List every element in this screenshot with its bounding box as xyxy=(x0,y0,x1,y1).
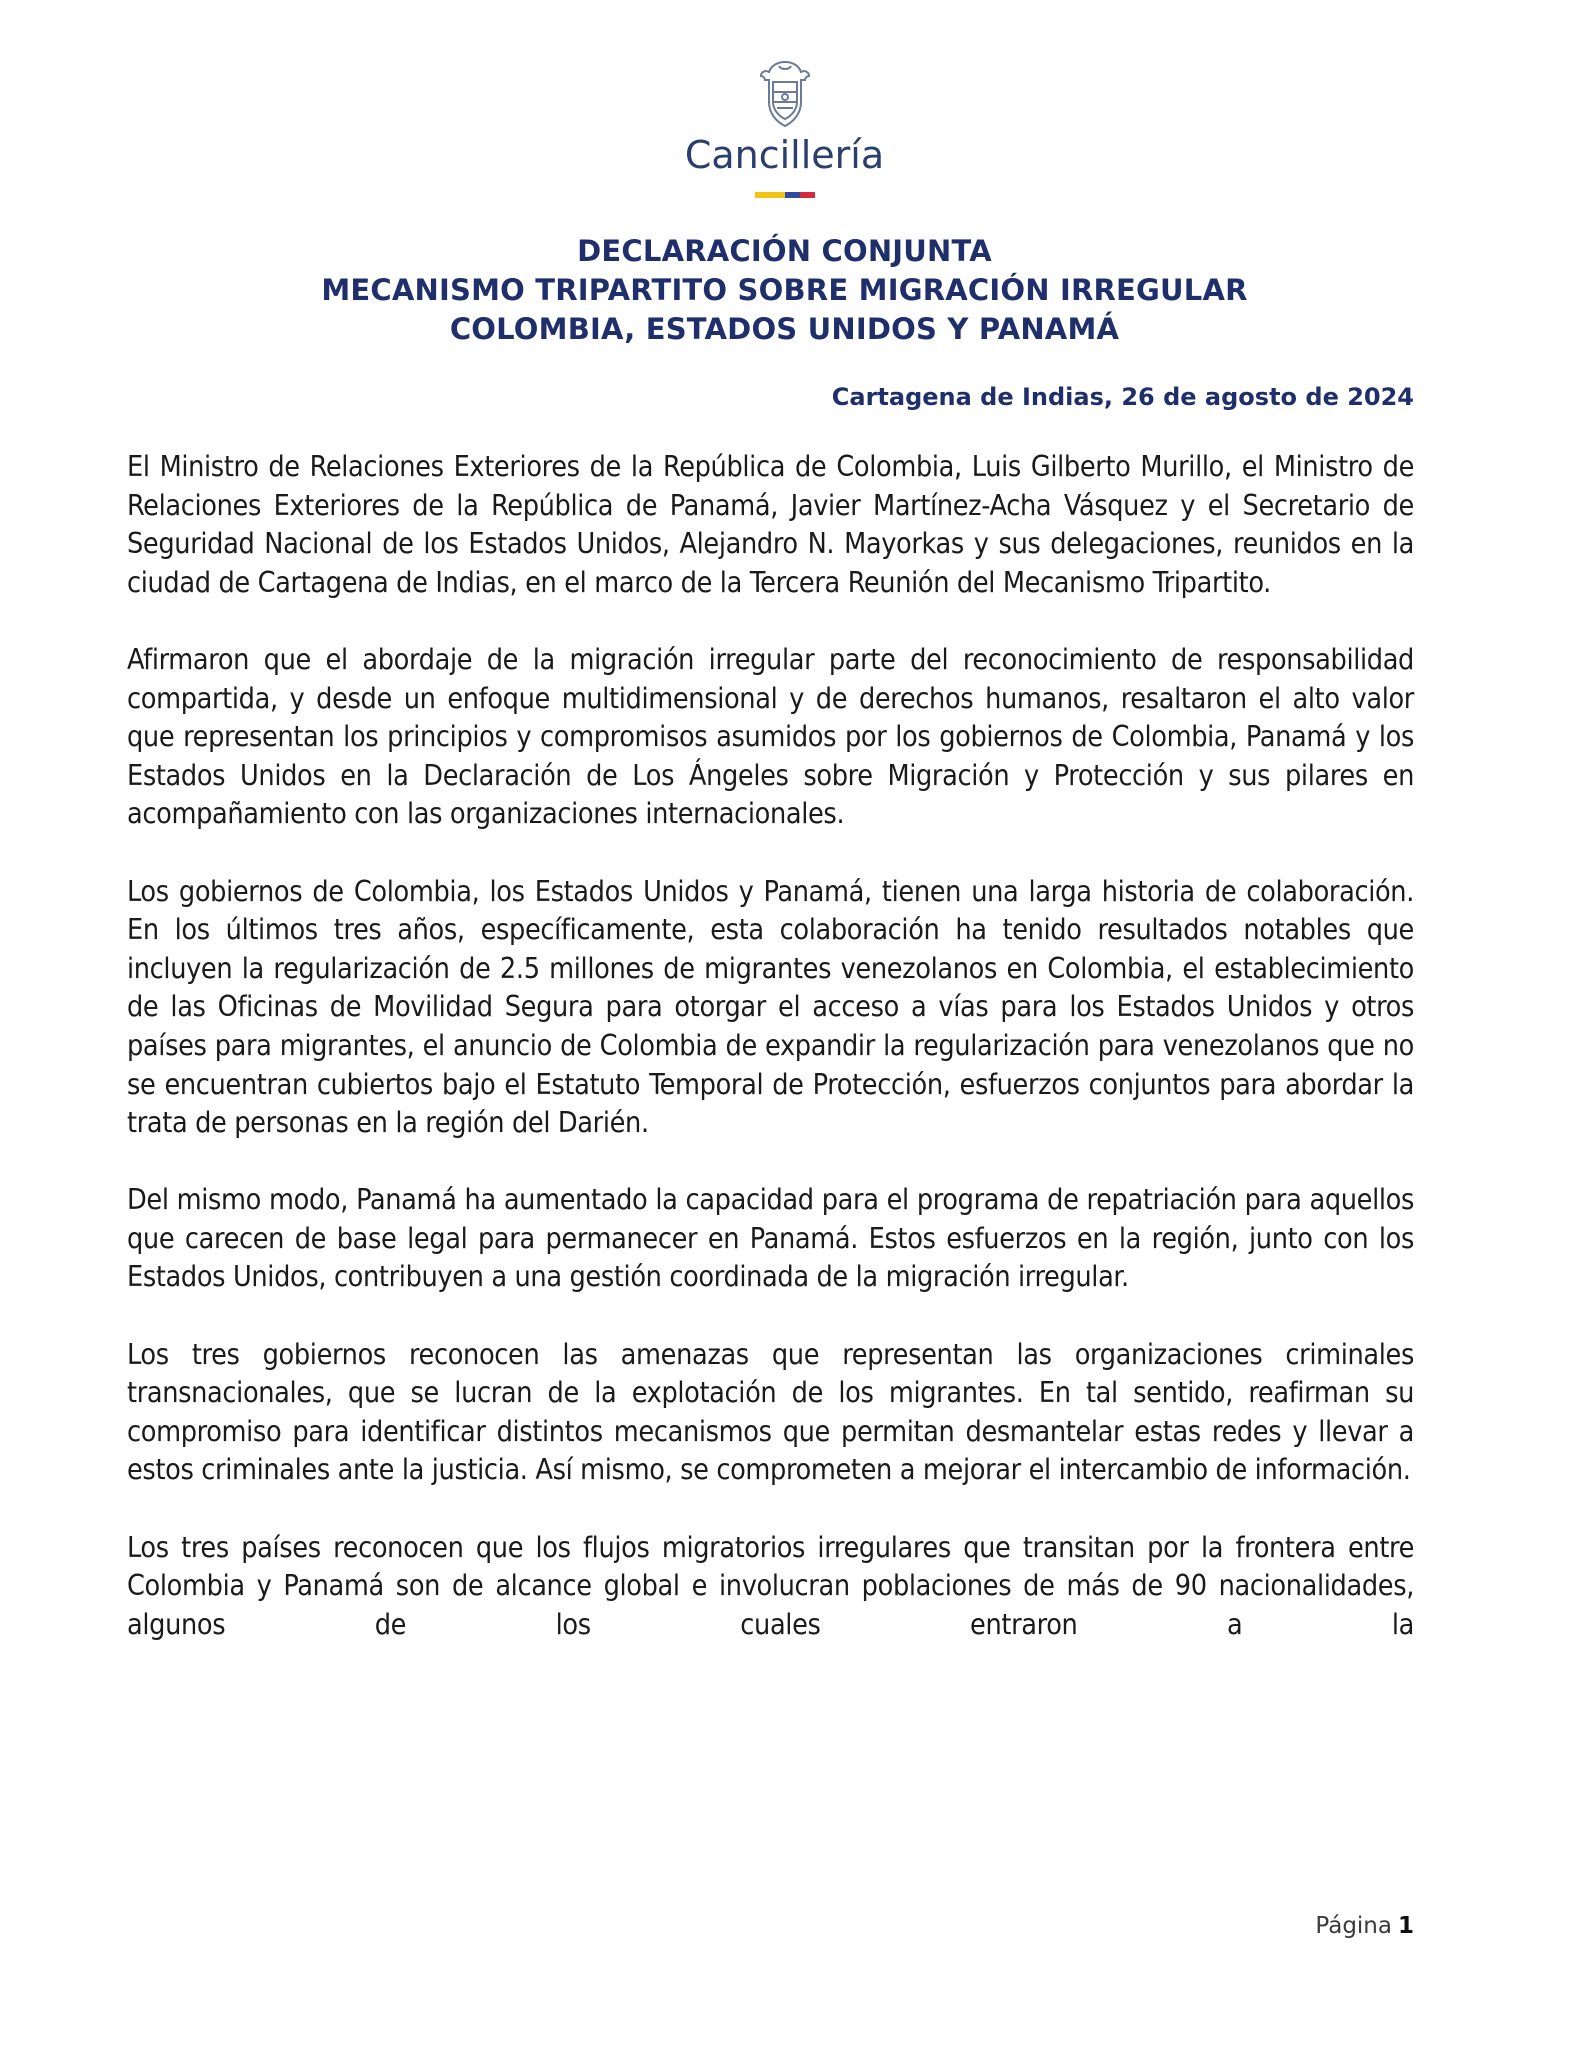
title-line-1: DECLARACIÓN CONJUNTA xyxy=(577,234,992,268)
flag-red xyxy=(800,192,815,198)
page-label: Página xyxy=(1315,1913,1392,1939)
paragraph: Los tres países reconocen que los flujos migratorios irregulares que transitan por la frontera entre Colombia y Panamá son de alcance global e involucran poblaciones de más de 90 nacionalidades, algunos de los cuales entraron a la xyxy=(127,1530,1414,1641)
paragraph: Del mismo modo, Panamá ha aumentado la capacidad para el programa de repatriación para aquellos que carecen de base legal para permanecer en Panamá. Estos esfuerzos en la región, junto con los Estados Unidos, contribuyen a una gestión coordinada de la migración irregular. xyxy=(127,1183,1414,1294)
dateline: Cartagena de Indias, 26 de agosto de 2024 xyxy=(831,383,1414,411)
paragraph: Los gobiernos de Colombia, los Estados Unidos y Panamá, tienen una larga historia de colaboración. En los últimos tres años, específicamente, esta colaboración ha tenido resultados notables que incluyen la regularización de 2.5 millones de migrantes venezolanos en Colombia, el establecimiento de las Oficinas de Movilidad Segura para otorgar el acceso a vías para los Estados Unidos y otros países para migrantes, el anuncio de Colombia de expandir la regularización para venezolanos que no se encuentran cubiertos bajo el Estatuto Temporal de Protección, esfuerzos conjuntos para abordar la trata de personas en la región del Darién. xyxy=(127,874,1414,1140)
brand-name: Cancillería xyxy=(684,133,885,177)
title-line-3: COLOMBIA, ESTADOS UNIDOS Y PANAMÁ xyxy=(449,312,1120,346)
document-title xyxy=(0,232,1569,349)
flag-stripe xyxy=(755,192,815,198)
title-line-2: MECANISMO TRIPARTITO SOBRE MIGRACIÓN IRREGULAR xyxy=(321,273,1248,307)
letterhead xyxy=(0,58,1569,198)
paragraph: El Ministro de Relaciones Exteriores de la República de Colombia, Luis Gilberto Murillo, el Ministro de Relaciones Exteriores de la República de Panamá, Javier Martínez-Acha Vásquez y el Secretario de Seguridad Nacional de los Estados Unidos, Alejandro N. Mayorkas y sus delegaciones, reunidos en la ciudad de Cartagena de Indias, en el marco de la Tercera Reunión del Mecanismo Tripartito. xyxy=(127,450,1414,599)
page-number: 1 xyxy=(1397,1913,1414,1939)
flag-yellow xyxy=(755,192,785,198)
flag-blue xyxy=(785,192,800,198)
coat-of-arms-icon xyxy=(753,58,817,130)
paragraph: Afirmaron que el abordaje de la migración irregular parte del reconocimiento de responsabilidad compartida, y desde un enfoque multidimensional y de derechos humanos, resaltaron el alto valor que representan los principios y compromisos asumidos por los gobiernos de Colombia, Panamá y los Estados Unidos en la Declaración de Los Ángeles sobre Migración y Protección y sus pilares en acompañamiento con las organizaciones internacionales. xyxy=(127,642,1414,831)
paragraph: Los tres gobiernos reconocen las amenazas que representan las organizaciones criminales transnacionales, que se lucran de la explotación de los migrantes. En tal sentido, reafirman su compromiso para identificar distintos mecanismos que permitan desmantelar estas redes y llevar a estos criminales ante la justicia. Así mismo, se comprometen a mejorar el intercambio de información. xyxy=(127,1337,1414,1487)
page-footer xyxy=(1315,1913,1414,1939)
document-body xyxy=(127,448,1414,1644)
